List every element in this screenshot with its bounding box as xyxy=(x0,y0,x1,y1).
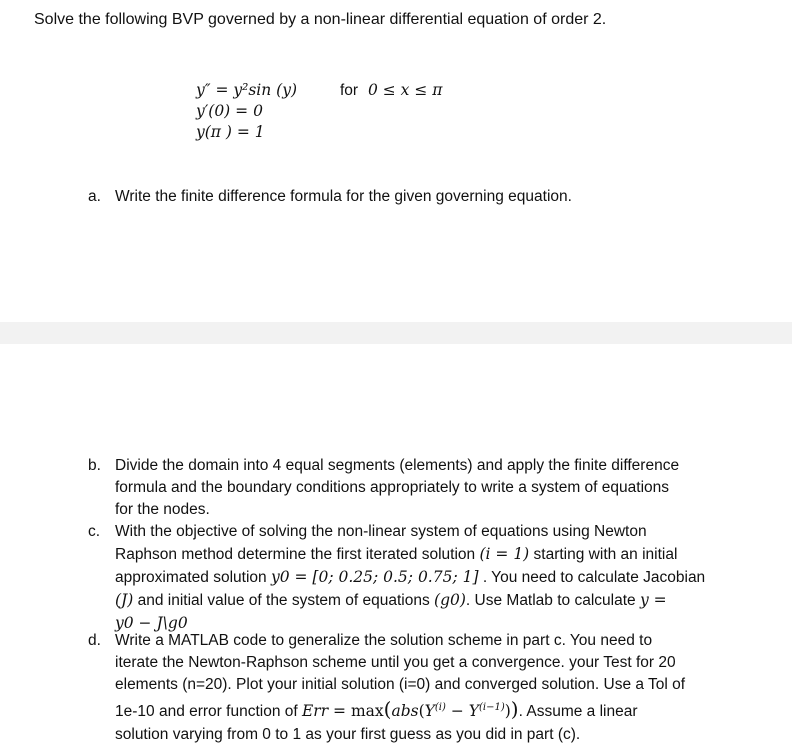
close-paren: ) xyxy=(510,697,519,721)
boundary-condition-1: y′(0) = 0 xyxy=(196,102,263,120)
max-function: = max xyxy=(328,702,384,720)
domain-range: 0 ≤ x ≤ π xyxy=(367,81,443,99)
part-c-text: starting with an initial xyxy=(529,546,678,563)
part-b-line: Divide the domain into 4 equal segments (elements) and apply the finite difference xyxy=(115,457,680,474)
part-c-text: approximated solution xyxy=(115,569,271,586)
inner-close-paren: ) xyxy=(504,702,511,720)
part-c-line: With the objective of solving the non-linear system of equations using Newton xyxy=(115,523,647,540)
part-d-text: . Assume a linear xyxy=(518,703,638,720)
part-d-text: 1e-10 and error function of xyxy=(115,703,302,720)
part-a-text: Write the finite difference formula for the given governing equation. xyxy=(115,188,572,205)
part-b-line: formula and the boundary conditions appropriately to write a system of equations xyxy=(115,479,670,496)
part-c-line xyxy=(115,566,705,589)
part-b xyxy=(88,455,768,521)
part-c-text: . You need to calculate Jacobian xyxy=(478,569,706,586)
superscript-i-minus-1: (i−1) xyxy=(478,701,505,713)
initial-solution-vector: y0 = [0; 0.25; 0.5; 0.75; 1] xyxy=(270,568,479,586)
part-b-letter: b. xyxy=(88,457,101,474)
err-symbol: Err xyxy=(301,702,329,720)
part-c-letter: c. xyxy=(88,523,101,540)
part-d xyxy=(88,630,768,750)
newton-update-formula: y0 − J\g0 xyxy=(115,614,188,632)
part-d-line xyxy=(115,696,685,724)
part-b-line: for the nodes. xyxy=(115,501,210,518)
part-a-letter: a. xyxy=(88,188,101,205)
iteration-index: (i = 1) xyxy=(479,545,530,563)
part-c-line xyxy=(115,589,705,612)
part-d-line: solution varying from 0 to 1 as your first guess as you did in part (c). xyxy=(115,726,581,743)
equation-block xyxy=(196,80,297,143)
part-c-text: Raphson method determine the first iterated solution xyxy=(115,546,480,563)
g0-symbol: (g0) xyxy=(434,591,466,609)
abs-function: abs xyxy=(391,702,419,720)
part-c-text: . Use Matlab to calculate xyxy=(465,592,640,609)
part-d-body xyxy=(115,630,685,746)
domain-word: for xyxy=(340,82,359,99)
inner-open-paren: ( xyxy=(418,702,425,720)
domain-statement xyxy=(340,80,442,101)
part-c xyxy=(88,521,768,631)
y-current: Y xyxy=(424,702,435,720)
part-d-line: iterate the Newton-Raphson scheme until you get a convergence. your Test for 20 xyxy=(115,654,676,671)
part-b-body xyxy=(115,455,679,521)
open-paren: ( xyxy=(383,697,392,721)
section-divider xyxy=(0,322,792,344)
y-equals: y = xyxy=(639,591,667,609)
minus-sign: − xyxy=(445,702,469,720)
part-a xyxy=(88,186,768,208)
boundary-condition-2: y(π ) = 1 xyxy=(196,123,265,141)
part-c-line xyxy=(115,543,705,566)
jacobian-symbol: (J) xyxy=(115,591,134,609)
y-previous: Y xyxy=(468,702,479,720)
intro-text: Solve the following BVP governed by a non-linear differential equation of order 2. xyxy=(34,11,607,28)
part-c-text: and initial value of the system of equations xyxy=(133,592,435,609)
superscript-i: (i) xyxy=(434,701,446,713)
governing-equation: y″ = y²sin (y) xyxy=(196,81,298,99)
part-d-letter: d. xyxy=(88,632,101,649)
part-c-body xyxy=(115,521,705,635)
part-d-line: elements (n=20). Plot your initial solution (i=0) and converged solution. Use a Tol of xyxy=(115,676,686,693)
part-d-line: Write a MATLAB code to generalize the solution scheme in part c. You need to xyxy=(115,632,653,649)
